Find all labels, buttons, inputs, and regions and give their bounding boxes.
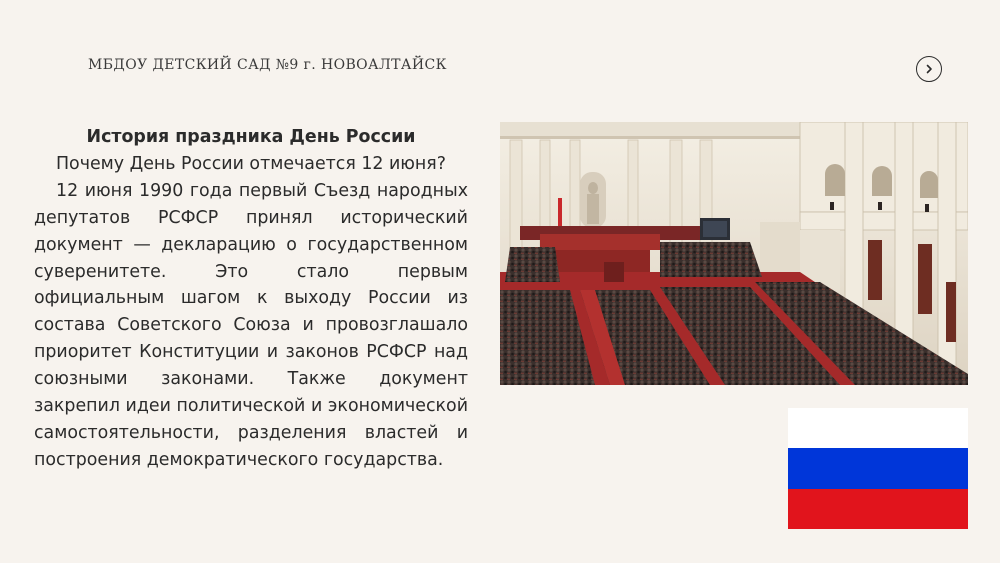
slide-question: Почему День России отмечается 12 июня? (55, 153, 446, 174)
next-slide-button[interactable] (916, 56, 942, 82)
flag-red-stripe (788, 489, 968, 529)
text-block (34, 124, 468, 474)
flag-blue-stripe (788, 448, 968, 488)
russian-flag (788, 408, 968, 529)
header-title: МБДОУ ДЕТСКИЙ САД №9 г. НОВОАЛТАЙСК (88, 57, 447, 73)
slide-heading: История праздника День России (86, 127, 416, 147)
flag-white-stripe (788, 408, 968, 448)
slide-body: 12 июня 1990 года первый Съезд народных депутатов РСФСР принял исторический документ — декларацию о государственном суверенитете. Это стало первым официальным шагом к выходу России из состава Советского Союза и провозглашало приоритет Конституции и законов РСФСР над союзными законами. Также документ закрепил идеи политической и экономической самостоятельности, разделения властей и построения демократического государства. (34, 180, 468, 470)
congress-hall-photo (500, 122, 968, 385)
chevron-right-icon (923, 63, 935, 75)
